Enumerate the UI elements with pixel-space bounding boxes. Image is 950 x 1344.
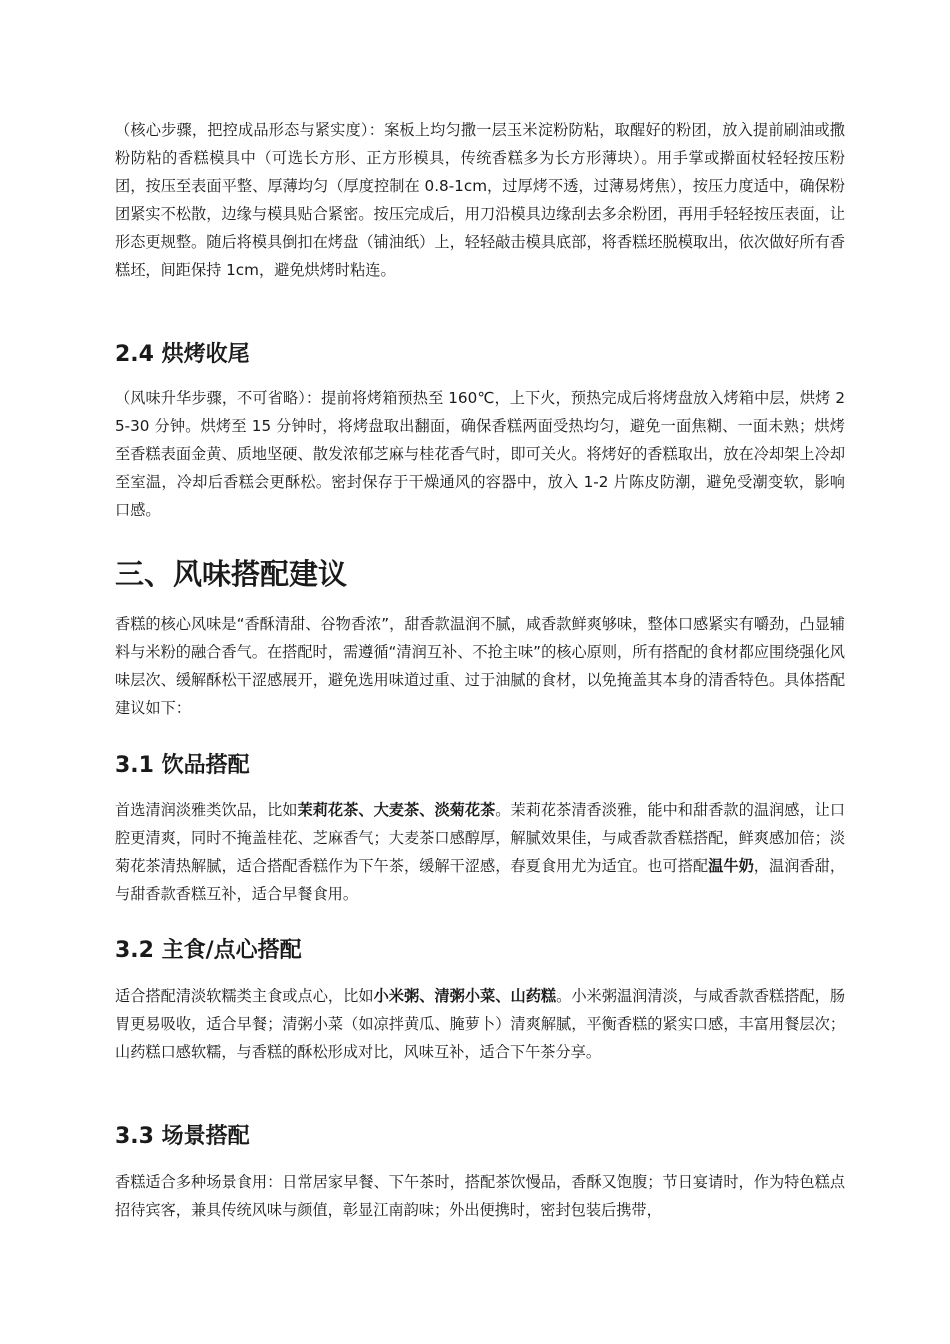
paragraph: 香糕的核心风味是“香酥清甜、谷物香浓”，甜香款温润不腻，咸香款鲜爽够味，整体口感紧实有嚼劲，凸显辅料与米粉的融合香气。在搭配时，需遵循“清润互补、不抢主味”的核心原则，所有搭配的食材都应围绕强化风味层次、缓解酥松干涩感展开，避免选用味道过重、过于油腻的食材，以免掩盖其本身的清香特色。具体搭配建议如下： (115, 615, 845, 717)
text-run: 首选清润淡雅类饮品，比如 (115, 801, 298, 819)
bold-term: 小米粥 (373, 987, 420, 1005)
chapter-heading: 三、风味搭配建议 (115, 557, 348, 591)
bold-term: 清粥小菜 (434, 987, 496, 1005)
bold-term: 茉莉花茶 (297, 801, 359, 819)
bold-term: 温牛奶 (708, 857, 754, 875)
section-3-3-body (115, 1168, 845, 1224)
section-3-1-body (115, 796, 845, 908)
text-run: 。小米粥温润清淡，与咸香款香糕搭配，肠胃更易吸收，适合早餐；清粥小菜（如凉拌黄瓜、腌萝卜）清爽解腻，平衡香糕的紧实口感，丰富用餐层次；山药糕口感软糯，与香糕的酥松形成对比，风味互补，适合下午茶分享。 (115, 987, 846, 1061)
section-heading: 2.4 烘烤收尾 (115, 342, 250, 367)
bold-term: 淡菊花茶 (434, 801, 496, 819)
section-3-body (115, 610, 845, 722)
section-2-3-body (115, 116, 845, 284)
text-run: 。茉莉花茶清香淡雅，能中和甜香款的温润感，让口腔更清爽，同时不掩盖桂花、芝麻香气；大麦茶口感醇厚，解腻效果佳，与咸香款香糕搭配，鲜爽感加倍；淡菊花茶清热解腻，适合搭配香糕作为下午茶，缓解干涩感，春夏食用尤为适宜。也可搭配 (115, 801, 846, 875)
section-3-1 (115, 750, 845, 782)
section-heading: 3.3 场景搭配 (115, 1124, 250, 1149)
section-3 (115, 554, 845, 594)
paragraph (115, 796, 845, 908)
paragraph (115, 982, 845, 1066)
bold-separator: 、 (495, 987, 511, 1005)
section-heading: 3.1 饮品搭配 (115, 753, 250, 778)
bold-separator: 、 (358, 801, 374, 819)
paragraph: （风味升华步骤，不可省略）：提前将烤箱预热至 160℃，上下火，预热完成后将烤盘放入烤箱中层，烘烤 25-30 分钟。烘烤至 15 分钟时，将烤盘取出翻面，确保香糕两面受热均匀，避免一面焦糊、一面未熟；烘烤至香糕表面金黄、质地坚硬、散发浓郁芝麻与桂花香气时，即可关火。将烤好的香糕取出，放在冷却架上冷却至室温，冷却后香糕会更酥松。密封保存于干燥通风的容器中，放入 1-2 片陈皮防潮，避免受潮变软，影响口感。 (115, 389, 845, 519)
paragraph: （核心步骤，把控成品形态与紧实度）：案板上均匀撒一层玉米淀粉防粘，取醒好的粉团，放入提前刷油或撒粉防粘的香糕模具中（可选长方形、正方形模具，传统香糕多为长方形薄块）。用手掌或擀面杖轻轻按压粉团，按压至表面平整、厚薄均匀（厚度控制在 0.8-1cm，过厚烤不透，过薄易烤焦），按压力度适中，确保粉团紧实不松散，边缘与模具贴合紧密。按压完成后，用刀沿模具边缘刮去多余粉团，再用手轻轻按压表面，让形态更规整。随后将模具倒扣在烤盘（铺油纸）上，轻轻敲击模具底部，将香糕坯脱模取出，依次做好所有香糕坯，间距保持 1cm，避免烘烤时粘连。 (115, 121, 845, 279)
section-3-2 (115, 935, 845, 967)
bold-term: 山药糕 (510, 987, 557, 1005)
section-2-4-body (115, 384, 845, 524)
text-run: ，温润香甜，与甜香款香糕互补，适合早餐食用。 (115, 857, 846, 903)
text-run: 适合搭配清淡软糯类主食或点心，比如 (115, 987, 374, 1005)
bold-term: 大麦茶 (373, 801, 420, 819)
section-2-4 (115, 339, 845, 371)
section-3-3 (115, 1121, 845, 1153)
section-heading: 3.2 主食/点心搭配 (115, 938, 302, 963)
section-3-2-body (115, 982, 845, 1066)
bold-separator: 、 (419, 987, 435, 1005)
bold-separator: 、 (419, 801, 435, 819)
paragraph: 香糕适合多种场景食用：日常居家早餐、下午茶时，搭配茶饮慢品，香酥又饱腹；节日宴请时，作为特色糕点招待宾客，兼具传统风味与颜值，彰显江南韵味；外出便携时，密封包装后携带， (115, 1173, 845, 1219)
